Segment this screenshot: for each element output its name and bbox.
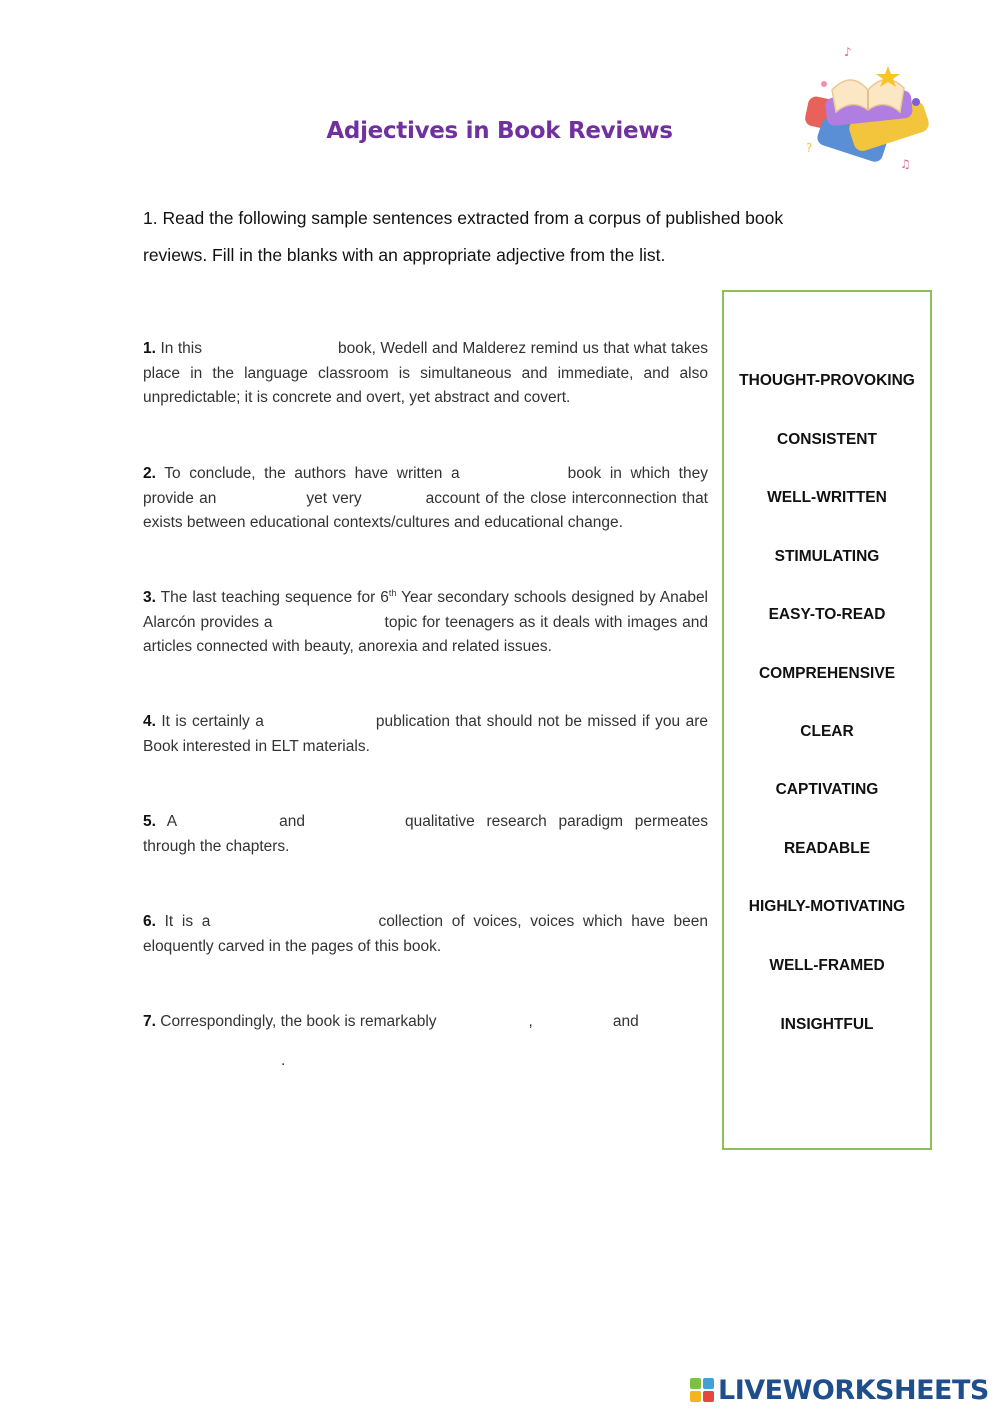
sentence-text: book, Wedell and Malderez remind us that what takes place in the language classroom is simultaneous and immediate, and also unpredictable; it is concrete and overt, yet abstract and covert. xyxy=(143,340,708,406)
sentence-number: 5. xyxy=(143,813,156,830)
sentence-number: 3. xyxy=(143,589,156,606)
word-bank-item: STIMULATING xyxy=(774,548,880,565)
sentence-4 xyxy=(143,710,708,759)
word-bank-item: READABLE xyxy=(783,840,871,857)
sentence-text: qualitative research paradigm permeates through the chapters. xyxy=(143,813,709,855)
word-bank-item: CAPTIVATING xyxy=(775,781,879,798)
liveworksheets-logo-icon xyxy=(690,1378,714,1402)
books-illustration xyxy=(796,40,936,180)
svg-text:?: ? xyxy=(806,141,813,155)
word-bank-item: WELL-FRAMED xyxy=(769,957,885,974)
sentence-text: topic for teenagers as it deals with images and articles connected with beauty, anorexia and related issues. xyxy=(143,613,708,655)
word-bank-box xyxy=(722,290,932,1150)
sentence-text: . xyxy=(281,1051,286,1069)
brand-name: LIVEWORKSHEETS xyxy=(718,1374,989,1406)
sentence-text: collection of voices, voices which have been eloquently carved in the pages of this book. xyxy=(143,913,708,955)
word-bank-item: HIGHLY-MOTIVATING xyxy=(748,898,906,915)
sentence-text: In this xyxy=(160,340,202,357)
word-bank-item: CONSISTENT xyxy=(777,431,877,448)
sentence-text: It is certainly a xyxy=(161,713,264,730)
sentence-text: publication that should not be missed if you are Book interested in ELT materials. xyxy=(143,713,708,755)
sentence-6 xyxy=(143,910,708,959)
word-bank-item: COMPREHENSIVE xyxy=(758,665,896,682)
sentence-text: Year secondary schools designed by Anabel Alarcón provides a xyxy=(143,589,709,631)
sentence-text: The last teaching sequence for 6 xyxy=(160,589,389,606)
sentence-1 xyxy=(143,337,708,411)
ordinal-suffix: th xyxy=(388,587,397,598)
sentence-number: 7. xyxy=(143,1013,156,1030)
sentence-number: 2. xyxy=(143,465,156,482)
sentence-text: yet very xyxy=(306,489,362,507)
sentence-text: To conclude, the authors have written a xyxy=(164,465,460,482)
instruction-text: 1. Read the following sample sentences extracted from a corpus of published book reviews. Fill in the blanks with an appropriate adjective from the list. xyxy=(143,208,784,265)
sentence-text: account of the close interconnection that exists between educational contexts/cultures and educational change. xyxy=(143,489,708,531)
worksheet-title: Adjectives in Book Reviews xyxy=(326,118,673,144)
word-bank-item: INSIGHTFUL xyxy=(780,1016,874,1033)
svg-text:♪: ♪ xyxy=(844,45,852,59)
sentence-text: , xyxy=(528,1013,533,1030)
sentence-text: and xyxy=(612,1013,639,1030)
sentence-text: Correspondingly, the book is remarkably xyxy=(160,1013,437,1030)
svg-text:♫: ♫ xyxy=(900,157,911,171)
word-bank-item: THOUGHT-PROVOKING xyxy=(739,372,915,389)
word-bank-item: WELL-WRITTEN xyxy=(767,489,887,506)
sentence-number: 6. xyxy=(143,913,156,930)
sentence-number: 1. xyxy=(143,340,156,357)
word-bank-item: CLEAR xyxy=(800,723,854,740)
sentence-text: A xyxy=(166,813,178,830)
sentence-2 xyxy=(143,462,708,536)
sentence-7 xyxy=(143,1010,708,1073)
sentence-text: and xyxy=(279,813,305,830)
sentence-text: It is a xyxy=(164,913,211,930)
sentence-5 xyxy=(143,810,708,859)
sentence-3 xyxy=(143,586,708,660)
sentence-number: 4. xyxy=(143,713,156,730)
word-bank-item: EASY-TO-READ xyxy=(768,606,886,623)
liveworksheets-logo[interactable] xyxy=(690,1372,989,1408)
sentence-text: book in which they provide an xyxy=(143,465,708,507)
